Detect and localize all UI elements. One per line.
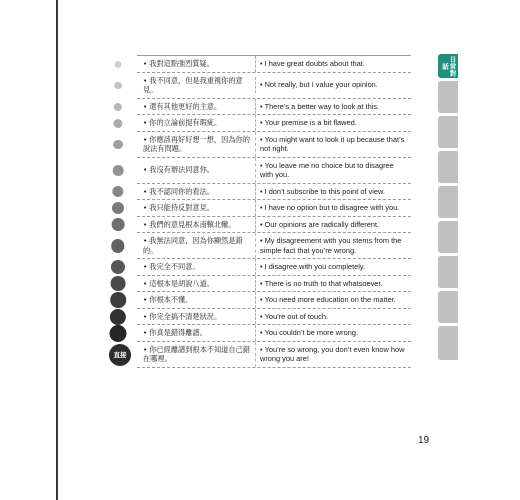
bullet: •	[143, 262, 148, 271]
chinese-phrase	[137, 342, 255, 367]
chinese-text: 我完全不同意。	[149, 262, 200, 271]
english-phrase	[255, 325, 411, 341]
bullet: •	[260, 328, 263, 337]
english-text: You’re out of touch.	[264, 311, 329, 321]
chinese-text: 我不同意，但是我重視你的意見。	[143, 75, 243, 94]
english-phrase	[255, 99, 411, 115]
intensity-dot	[113, 140, 123, 150]
phrase-row	[137, 184, 411, 201]
bullet: •	[143, 75, 148, 85]
phrase-row	[137, 342, 411, 368]
english-text: My disagreement with you stems from the simple fact that you’re wrong.	[260, 236, 402, 255]
bullet: •	[260, 186, 263, 196]
direct-badge: 直接	[109, 344, 131, 366]
english-text: There is no truth to that whatsoever.	[264, 278, 383, 288]
chinese-text: 我只能持反對意見。	[149, 203, 214, 212]
english-phrase	[255, 276, 411, 292]
bullet: •	[143, 328, 148, 337]
chapter-tab[interactable]	[438, 221, 458, 253]
english-phrase	[255, 115, 411, 131]
bullet: •	[260, 203, 263, 212]
chinese-phrase	[137, 184, 255, 200]
intensity-dot	[114, 103, 122, 111]
chinese-text: 我沒有辦法同意你。	[149, 165, 214, 175]
chinese-phrase	[137, 99, 255, 115]
english-text: Your premise is a bit flawed.	[264, 118, 357, 127]
intensity-dot	[113, 119, 122, 128]
bullet: •	[143, 278, 148, 288]
english-text: You leave me no choice but to disagree with you.	[260, 160, 394, 179]
chinese-phrase	[137, 115, 255, 131]
phrase-row	[137, 325, 411, 342]
bullet: •	[143, 203, 148, 212]
chinese-text: 這根本是胡說八道。	[149, 278, 214, 288]
chinese-phrase	[137, 73, 255, 98]
bullet: •	[260, 59, 263, 68]
phrase-table	[137, 55, 411, 368]
intensity-dot	[112, 186, 123, 197]
chapter-tab[interactable]	[438, 81, 458, 113]
intensity-dots	[108, 56, 128, 426]
english-phrase	[255, 56, 411, 72]
phrase-row	[137, 292, 411, 309]
bullet: •	[260, 236, 263, 245]
phrase-row	[137, 276, 411, 293]
intensity-dot	[111, 276, 126, 291]
english-phrase	[255, 342, 411, 367]
intensity-dot	[114, 82, 122, 90]
chapter-tab[interactable]	[438, 116, 458, 148]
bullet: •	[260, 344, 263, 354]
chinese-text: 你根本不懂。	[149, 295, 193, 304]
chapter-tab[interactable]	[438, 326, 458, 360]
english-text: I disagree with you completely.	[264, 262, 366, 271]
chapter-tab[interactable]	[438, 291, 458, 323]
bullet: •	[143, 165, 148, 175]
chinese-text: 還有其他更好的主意。	[149, 101, 222, 111]
chinese-text: 我不認同你的看法。	[149, 186, 214, 196]
english-phrase	[255, 217, 411, 233]
tab-daily-conversation[interactable]: 日常對話	[438, 54, 458, 78]
phrase-row	[137, 200, 411, 217]
bullet: •	[143, 134, 148, 144]
bullet: •	[143, 295, 148, 304]
page-number: 19	[418, 435, 430, 446]
english-text: Not really, but I value your opinion.	[264, 80, 378, 90]
bullet: •	[260, 118, 263, 127]
intensity-dot	[110, 325, 127, 342]
english-text: Our opinions are radically different.	[264, 219, 380, 229]
intensity-dot	[115, 61, 122, 68]
english-text: I have no option but to disagree with you.	[264, 203, 400, 212]
english-text: You need more education on the matter.	[264, 295, 396, 304]
english-text: There’s a better way to look at this.	[264, 101, 380, 111]
english-phrase	[255, 233, 411, 258]
chinese-phrase	[137, 292, 255, 308]
english-phrase	[255, 200, 411, 216]
bullet: •	[260, 134, 263, 144]
chapter-tab[interactable]	[438, 186, 458, 218]
bullet: •	[143, 186, 148, 196]
english-phrase	[255, 309, 411, 325]
phrase-row	[137, 158, 411, 184]
intensity-dot	[111, 260, 125, 274]
chinese-text: 我們的意見根本南轅北轍。	[149, 219, 236, 229]
intensity-dot	[110, 292, 126, 308]
english-text: You might want to look it up because that’s not right.	[260, 134, 405, 153]
english-phrase	[255, 184, 411, 200]
english-text: I don’t subscribe to this point of view.	[264, 186, 385, 196]
phrase-row	[137, 217, 411, 234]
chinese-phrase	[137, 56, 255, 72]
chinese-phrase	[137, 259, 255, 275]
bullet: •	[260, 311, 263, 321]
chinese-text: 你應該再好好想一想，因為你的說法有問題。	[143, 134, 250, 153]
chinese-phrase	[137, 233, 255, 258]
chinese-text: 你真是錯得離譜。	[149, 328, 207, 337]
chapter-tab[interactable]	[438, 256, 458, 288]
english-phrase	[255, 259, 411, 275]
bullet: •	[143, 101, 148, 111]
intensity-dot	[113, 165, 124, 176]
chinese-phrase	[137, 309, 255, 325]
chinese-text: 你的立論前提有瑕疵。	[149, 118, 222, 127]
chinese-phrase	[137, 200, 255, 216]
phrase-row	[137, 56, 411, 73]
bullet: •	[260, 295, 263, 304]
chapter-tabs	[438, 54, 458, 363]
phrase-row	[137, 233, 411, 259]
intensity-dot	[112, 218, 125, 231]
chinese-phrase	[137, 276, 255, 292]
bullet: •	[260, 262, 263, 271]
phrase-row	[137, 132, 411, 158]
chinese-phrase	[137, 325, 255, 341]
bullet: •	[143, 59, 148, 68]
phrase-row	[137, 99, 411, 116]
chinese-phrase	[137, 132, 255, 157]
english-phrase	[255, 158, 411, 183]
intensity-dot	[110, 309, 126, 325]
phrase-row	[137, 115, 411, 132]
bullet: •	[260, 278, 263, 288]
chinese-text: 你已經離譜到根本不知道自己錯在哪裡。	[143, 344, 250, 363]
bullet: •	[143, 311, 148, 321]
chinese-text: 你完全搞不清楚狀況。	[149, 311, 222, 321]
chinese-phrase	[137, 217, 255, 233]
english-phrase	[255, 77, 411, 93]
bullet: •	[143, 344, 148, 354]
phrase-row	[137, 309, 411, 326]
english-text: You’re so wrong, you don’t even know how wrong you are!	[260, 344, 405, 363]
english-phrase	[255, 292, 411, 308]
bullet: •	[260, 160, 263, 170]
intensity-dot	[112, 202, 124, 214]
chinese-phrase	[137, 162, 255, 178]
chapter-tab[interactable]	[438, 151, 458, 183]
intensity-dot	[111, 239, 124, 252]
english-phrase	[255, 132, 411, 157]
chinese-text: 我無法同意，因為你顯然是錯的。	[143, 236, 243, 255]
english-text: You couldn’t be more wrong.	[264, 328, 358, 337]
chinese-text: 我對這點強烈質疑。	[149, 59, 214, 68]
bullet: •	[143, 118, 148, 127]
bullet: •	[260, 80, 263, 90]
bullet: •	[143, 219, 148, 229]
english-text: I have great doubts about that.	[264, 59, 365, 68]
bullet: •	[260, 101, 263, 111]
phrase-row	[137, 259, 411, 276]
bullet: •	[260, 219, 263, 229]
bullet: •	[143, 236, 148, 245]
phrase-row	[137, 73, 411, 99]
